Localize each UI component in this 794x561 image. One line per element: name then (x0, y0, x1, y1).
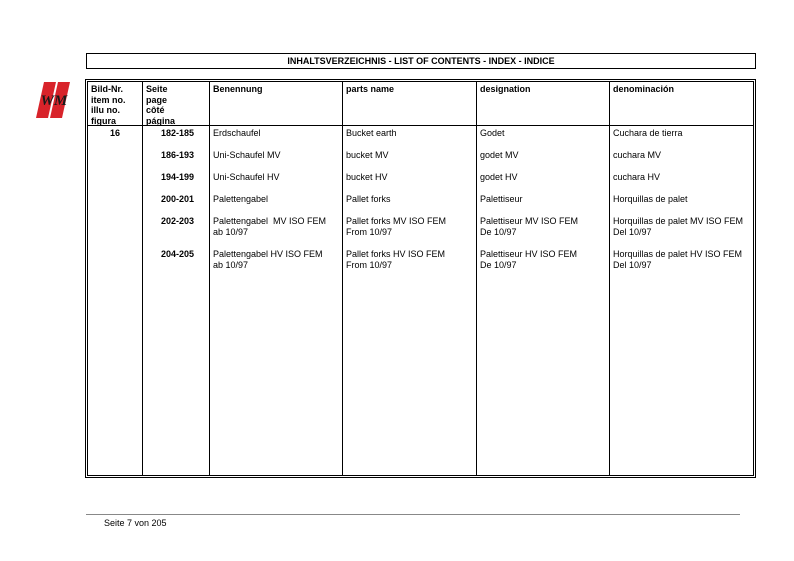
col-divider (209, 82, 210, 475)
cell-line: De 10/97 (480, 226, 517, 237)
denominacion-cell (613, 216, 743, 237)
cell-line: Bucket earth (346, 128, 397, 138)
page-range: 202-203 (160, 216, 194, 226)
parts-name-cell (346, 128, 397, 139)
header-seite-line: page (146, 94, 168, 105)
header-bild (91, 84, 126, 126)
benennung-cell (213, 128, 261, 139)
cell-line: bucket MV (346, 150, 389, 160)
parts-name-cell (346, 150, 389, 161)
denominacion-cell (613, 128, 683, 139)
benennung-cell (213, 216, 326, 237)
cell-line: cuchara MV (613, 150, 662, 160)
benennung-cell (213, 194, 268, 205)
cell-line: Horquillas de palet (613, 194, 688, 204)
denominacion-cell (613, 150, 661, 161)
col-divider (142, 82, 143, 475)
cell-line: Del 10/97 (613, 259, 652, 270)
svg-text:WM: WM (40, 93, 68, 109)
page-range: 182-185 (160, 128, 194, 138)
header-bild-line: Bild-Nr. (91, 84, 124, 94)
cell-line: Pallet forks (346, 194, 391, 204)
header-denominacion: denominación (613, 84, 675, 94)
header-seite-line: côté (146, 105, 165, 115)
cell-line: Uni-Schaufel HV (213, 172, 280, 182)
benennung-cell (213, 150, 281, 161)
parts-name-cell (346, 194, 391, 205)
wm-logo-icon (36, 80, 72, 120)
cell-line: Palettiseur (480, 194, 523, 204)
parts-name-cell (346, 249, 445, 270)
col-divider (476, 82, 477, 475)
page-range: 186-193 (160, 150, 194, 160)
cell-line: ab 10/97 (213, 259, 249, 270)
cell-line: Palettengabel (213, 194, 269, 204)
header-seite-line: página (146, 115, 176, 126)
parts-name-cell (346, 172, 388, 183)
cell-line: Uni-Schaufel MV (213, 150, 281, 160)
header-bild-line: item no. (91, 94, 126, 105)
header-parts-name: parts name (346, 84, 395, 94)
header-seite (146, 84, 175, 126)
footer-divider (86, 514, 740, 515)
cell-line: godet MV (480, 150, 519, 160)
page-range: 204-205 (160, 249, 194, 259)
contents-table-inner (87, 81, 754, 476)
header-bild-line: figura (91, 115, 117, 126)
figure-number: 16 (109, 128, 120, 138)
header-designation: designation (480, 84, 531, 94)
cell-line: Pallet forks MV ISO FEM (346, 216, 447, 226)
col-divider (609, 82, 610, 475)
page-footer: Seite 7 von 205 (104, 518, 167, 528)
header-divider (88, 125, 753, 126)
page-range: 194-199 (160, 172, 194, 182)
cell-line: De 10/97 (480, 259, 517, 270)
cell-line: Palettiseur MV ISO FEM (480, 216, 579, 226)
header-bild-line: illu no. (91, 105, 120, 115)
cell-line: Godet (480, 128, 505, 138)
designation-cell (480, 216, 578, 237)
cell-line: Palettengabel HV ISO FEM (213, 249, 323, 259)
cell-line: bucket HV (346, 172, 388, 182)
denominacion-cell (613, 249, 742, 270)
cell-line: Erdschaufel (213, 128, 261, 138)
cell-line: Cuchara de tierra (613, 128, 683, 138)
cell-line: From 10/97 (346, 226, 393, 237)
cell-line: cuchara HV (613, 172, 661, 182)
cell-line: Horquillas de palet HV ISO FEM (613, 249, 743, 259)
contents-table (85, 79, 756, 478)
benennung-cell (213, 172, 280, 183)
cell-line: Horquillas de palet MV ISO FEM (613, 216, 744, 226)
cell-line: From 10/97 (346, 259, 393, 270)
denominacion-cell (613, 172, 660, 183)
designation-cell (480, 172, 518, 183)
page-range: 200-201 (160, 194, 194, 204)
cell-line: godet HV (480, 172, 518, 182)
parts-name-cell (346, 216, 446, 237)
designation-cell (480, 128, 505, 139)
cell-line: Palettiseur HV ISO FEM (480, 249, 578, 259)
cell-line: Pallet forks HV ISO FEM (346, 249, 446, 259)
benennung-cell (213, 249, 323, 270)
designation-cell (480, 249, 577, 270)
designation-cell (480, 194, 523, 205)
header-benennung: Benennung (213, 84, 263, 94)
designation-cell (480, 150, 519, 161)
col-divider (342, 82, 343, 475)
header-seite-line: Seite (146, 84, 168, 94)
denominacion-cell (613, 194, 688, 205)
cell-line: ab 10/97 (213, 226, 249, 237)
cell-line: Palettengabel MV ISO FEM (213, 216, 327, 226)
index-title: INHALTSVERZEICHNIS - LIST OF CONTENTS - INDEX - INDICE (86, 53, 756, 69)
cell-line: Del 10/97 (613, 226, 652, 237)
